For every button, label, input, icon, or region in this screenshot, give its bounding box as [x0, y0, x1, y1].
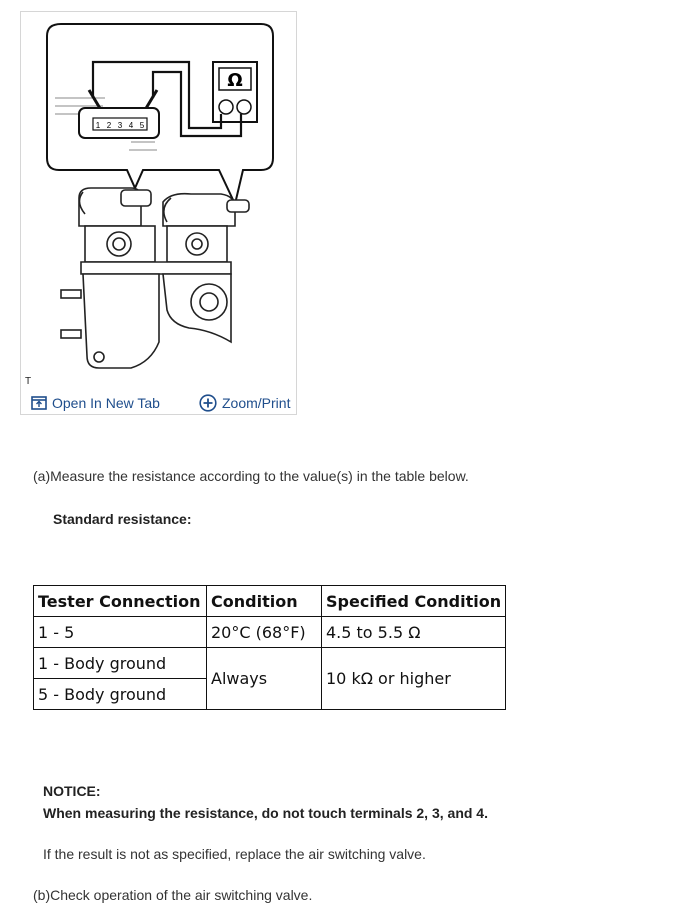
- table-cell: 5 - Body ground: [34, 679, 207, 710]
- zoom-print-label: Zoom/Print: [222, 395, 291, 411]
- step-b-instruction: (b)Check operation of the air switching valve.: [33, 887, 313, 903]
- ohm-symbol: Ω: [227, 70, 243, 91]
- zoom-plus-icon: [199, 394, 217, 412]
- open-tab-icon: [31, 396, 47, 410]
- zoom-print-link[interactable]: [199, 393, 290, 413]
- table-row: [34, 617, 506, 648]
- resistance-table: [33, 585, 506, 710]
- header-condition: Condition: [207, 586, 322, 617]
- notice-text: When measuring the resistance, do not touch terminals 2, 3, and 4.: [43, 805, 488, 821]
- table-cell: 4.5 to 5.5 Ω: [322, 617, 506, 648]
- table-cell: 20°C (68°F): [207, 617, 322, 648]
- header-specified-condition: Specified Condition: [322, 586, 506, 617]
- table-cell: 10 kΩ or higher: [322, 648, 506, 710]
- open-in-new-tab-link[interactable]: [31, 393, 160, 413]
- valve-assembly: [61, 188, 249, 368]
- table-cell: Always: [207, 648, 322, 710]
- step-a-instruction: (a)Measure the resistance according to the value(s) in the table below.: [33, 468, 469, 484]
- connector-pin: 3: [117, 121, 123, 130]
- connector-pin: 1: [95, 121, 101, 130]
- table-cell: 1 - 5: [34, 617, 207, 648]
- table-cell: 1 - Body ground: [34, 648, 207, 679]
- connector-pin: 4: [128, 121, 134, 130]
- connector-pin: 2: [106, 121, 112, 130]
- figure-corner-label: T: [25, 376, 32, 387]
- standard-resistance-label: Standard resistance:: [53, 511, 192, 527]
- replace-instruction: If the result is not as specified, replace the air switching valve.: [43, 846, 426, 862]
- table-row: [34, 648, 506, 679]
- open-in-new-tab-label: Open In New Tab: [52, 395, 160, 411]
- illustration-card: [20, 11, 297, 415]
- header-tester-connection: Tester Connection: [34, 586, 207, 617]
- table-header-row: [34, 586, 506, 617]
- notice-title: NOTICE:: [43, 783, 101, 799]
- air-switching-valve-illustration: [21, 12, 296, 382]
- connector-pin: 5: [139, 121, 145, 130]
